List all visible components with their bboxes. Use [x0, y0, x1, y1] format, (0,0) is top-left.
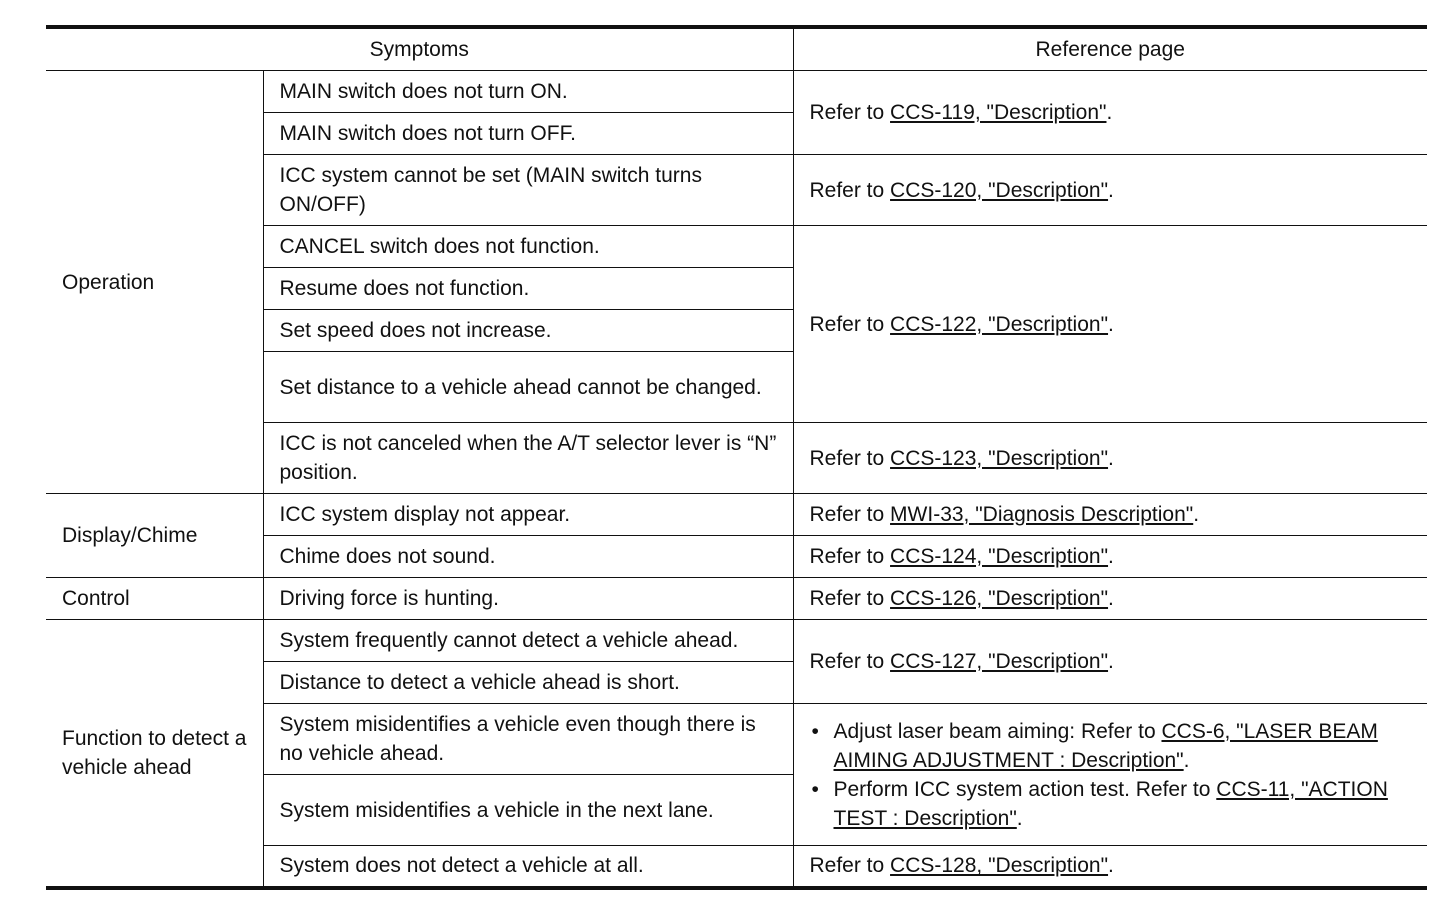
reference-link[interactable]: CCS-123, "Description": [890, 446, 1109, 470]
symptom-cell: CANCEL switch does not function.: [263, 226, 793, 268]
reference-cell: Refer to CCS-124, "Description".: [793, 536, 1427, 578]
table-row: [46, 578, 1427, 620]
reference-link[interactable]: MWI-33, "Diagnosis Description": [890, 503, 1194, 526]
reference-link[interactable]: CCS-122, "Description": [890, 312, 1109, 336]
category-detect-vehicle: Function to detect a vehicle ahead: [46, 620, 263, 888]
symptom-cell: ICC system display not appear.: [263, 494, 793, 536]
reference-header: Reference page: [793, 27, 1427, 71]
symptom-cell: MAIN switch does not turn OFF.: [263, 113, 793, 155]
symptom-cell: System does not detect a vehicle at all.: [263, 846, 793, 888]
list-item: • Adjust laser beam aiming: Refer to CCS-6, "LASER BEAM AIMING ADJUSTMENT : Description".: [810, 717, 1420, 775]
category-operation: Operation: [46, 71, 263, 494]
symptom-cell: Chime does not sound.: [263, 536, 793, 578]
reference-link[interactable]: CCS-119, "Description": [890, 101, 1107, 124]
reference-link[interactable]: CCS-11, "ACTION TEST : Description": [833, 777, 1388, 830]
action-list: [810, 717, 1420, 833]
reference-cell: [793, 704, 1427, 846]
symptom-cell: System frequently cannot detect a vehicle ahead.: [263, 620, 793, 662]
reference-link[interactable]: CCS-128, "Description": [890, 854, 1109, 878]
symptom-cell: Resume does not function.: [263, 268, 793, 310]
category-control: Control: [46, 578, 263, 620]
reference-cell: Refer to CCS-123, "Description".: [793, 423, 1427, 494]
reference-link[interactable]: CCS-120, "Description": [890, 178, 1109, 202]
symptom-cell: ICC system cannot be set (MAIN switch turns ON/OFF): [263, 155, 793, 226]
reference-cell: Refer to CCS-126, "Description".: [793, 578, 1427, 620]
symptom-cell: System misidentifies a vehicle even though there is no vehicle ahead.: [263, 704, 793, 775]
symptom-cell: ICC is not canceled when the A/T selector lever is “N” position.: [263, 423, 793, 494]
reference-cell: Refer to CCS-119, "Description".: [793, 71, 1427, 155]
category-display-chime: Display/Chime: [46, 494, 263, 578]
header-row: [46, 27, 1427, 71]
table-row: [46, 494, 1427, 536]
reference-link[interactable]: CCS-127, "Description": [890, 650, 1109, 673]
symptom-cell: Driving force is hunting.: [263, 578, 793, 620]
symptom-cell: Distance to detect a vehicle ahead is short.: [263, 662, 793, 704]
reference-cell: Refer to CCS-128, "Description".: [793, 846, 1427, 888]
symptom-cell: Set distance to a vehicle ahead cannot be changed.: [263, 352, 793, 423]
reference-link[interactable]: CCS-126, "Description": [890, 587, 1109, 610]
table-row: [46, 620, 1427, 662]
symptom-cell: System misidentifies a vehicle in the next lane.: [263, 775, 793, 846]
reference-cell: Refer to CCS-122, "Description".: [793, 226, 1427, 423]
reference-link[interactable]: CCS-124, "Description": [890, 545, 1109, 568]
table-row: [46, 71, 1427, 113]
list-item: • Perform ICC system action test. Refer to CCS-11, "ACTION TEST : Description".: [810, 775, 1420, 833]
symptom-cell: MAIN switch does not turn ON.: [263, 71, 793, 113]
symptom-table: [46, 25, 1427, 890]
reference-cell: Refer to CCS-127, "Description".: [793, 620, 1427, 704]
symptom-cell: Set speed does not increase.: [263, 310, 793, 352]
reference-cell: Refer to MWI-33, "Diagnosis Description".: [793, 494, 1427, 536]
reference-link[interactable]: CCS-6, "LASER BEAM AIMING ADJUSTMENT : Description": [833, 719, 1378, 772]
reference-cell: Refer to CCS-120, "Description".: [793, 155, 1427, 226]
symptoms-header: Symptoms: [46, 27, 793, 71]
